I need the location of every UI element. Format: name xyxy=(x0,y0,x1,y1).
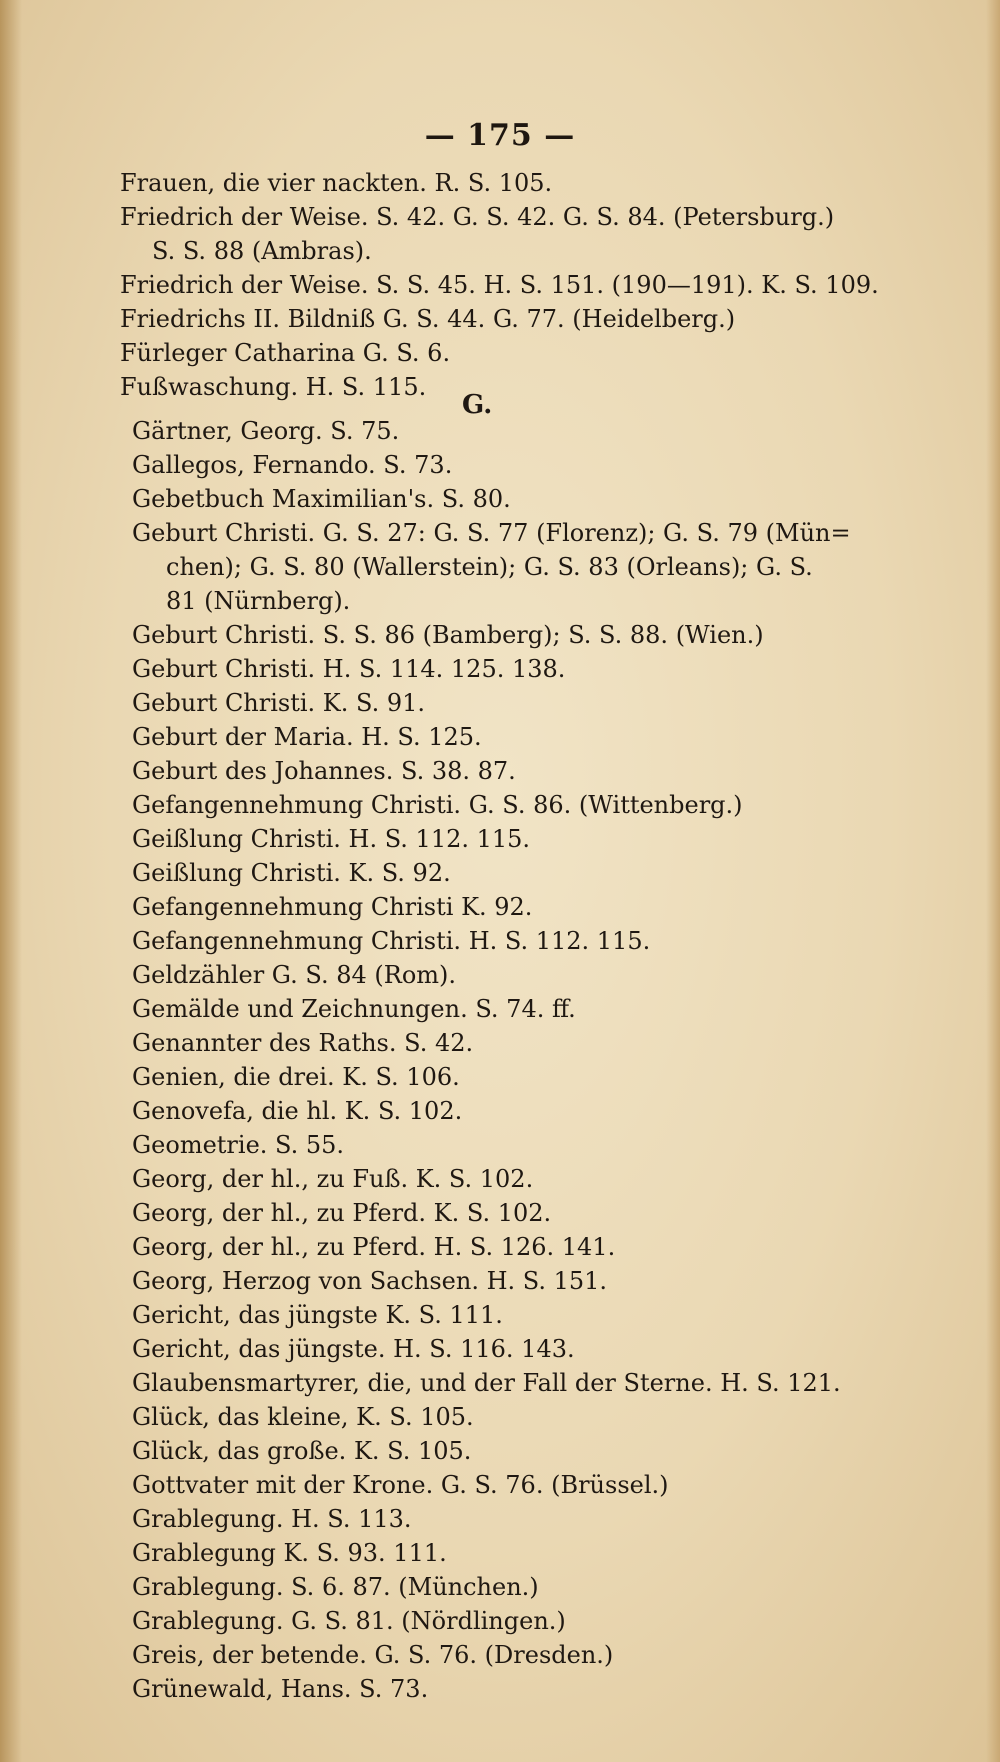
index-entry-continuation: S. S. 88 (Ambras). xyxy=(152,237,372,265)
index-entry: Fußwaschung. H. S. 115. xyxy=(120,373,427,401)
index-entry: Glück, das große. K. S. 105. xyxy=(132,1437,472,1465)
index-entry: Friedrich der Weise. S. S. 45. H. S. 151. (190—191). K. S. 109. xyxy=(120,271,879,299)
index-entry: Gallegos, Fernando. S. 73. xyxy=(132,451,453,479)
index-entry: Geometrie. S. 55. xyxy=(132,1131,345,1159)
index-entry: Frauen, die vier nackten. R. S. 105. xyxy=(120,169,553,197)
index-entry: Gottvater mit der Krone. G. S. 76. (Brüssel.) xyxy=(132,1471,669,1499)
page-edge-shadow-right xyxy=(986,0,1000,1762)
index-entry: Geburt Christi. H. S. 114. 125. 138. xyxy=(132,655,566,683)
index-entry: Geißlung Christi. K. S. 92. xyxy=(132,859,451,887)
index-entry: Grünewald, Hans. S. 73. xyxy=(132,1675,429,1703)
index-entry: Fürleger Catharina G. S. 6. xyxy=(120,339,451,367)
index-entry: Geburt Christi. S. S. 86 (Bamberg); S. S. 88. (Wien.) xyxy=(132,621,764,649)
index-entry: Gericht, das jüngste K. S. 111. xyxy=(132,1301,503,1329)
index-entry: Greis, der betende. G. S. 76. (Dresden.) xyxy=(132,1641,614,1669)
index-entry: Gebetbuch Maximilian's. S. 80. xyxy=(132,485,511,513)
index-entry: Georg, Herzog von Sachsen. H. S. 151. xyxy=(132,1267,608,1295)
index-entry: Geldzähler G. S. 84 (Rom). xyxy=(132,961,457,989)
index-entry: Grablegung K. S. 93. 111. xyxy=(132,1539,447,1567)
page-edge-shadow-left xyxy=(0,0,22,1762)
index-entry: Gefangennehmung Christi K. 92. xyxy=(132,893,533,921)
section-letter: G. xyxy=(462,390,493,420)
index-entry: Grablegung. H. S. 113. xyxy=(132,1505,412,1533)
index-entry: Gefangennehmung Christi. G. S. 86. (Wittenberg.) xyxy=(132,791,743,819)
page-number: — 175 — xyxy=(424,118,576,153)
index-entry: Georg, der hl., zu Fuß. K. S. 102. xyxy=(132,1165,534,1193)
index-entry: Geburt Christi. K. S. 91. xyxy=(132,689,426,717)
index-entry: Grablegung. G. S. 81. (Nördlingen.) xyxy=(132,1607,566,1635)
index-entry: Geburt des Johannes. S. 38. 87. xyxy=(132,757,516,785)
index-entry: Georg, der hl., zu Pferd. H. S. 126. 141. xyxy=(132,1233,616,1261)
index-entry: Georg, der hl., zu Pferd. K. S. 102. xyxy=(132,1199,552,1227)
index-entry: Friedrich der Weise. S. 42. G. S. 42. G. S. 84. (Petersburg.) xyxy=(120,203,835,231)
index-entry: Friedrichs II. Bildniß G. S. 44. G. 77. (Heidelberg.) xyxy=(120,305,736,333)
index-entry-continuation: chen); G. S. 80 (Wallerstein); G. S. 83 (Orleans); G. S. xyxy=(166,553,813,581)
index-entry: Glück, das kleine, K. S. 105. xyxy=(132,1403,474,1431)
index-entry-continuation: 81 (Nürnberg). xyxy=(166,587,351,615)
index-entry: Genien, die drei. K. S. 106. xyxy=(132,1063,460,1091)
index-entry: Gärtner, Georg. S. 75. xyxy=(132,417,400,445)
index-entry: Glaubensmartyrer, die, und der Fall der Sterne. H. S. 121. xyxy=(132,1369,841,1397)
index-entry: Geburt Christi. G. S. 27: G. S. 77 (Florenz); G. S. 79 (Mün= xyxy=(132,519,851,547)
index-entry: Gefangennehmung Christi. H. S. 112. 115. xyxy=(132,927,651,955)
index-entry: Genannter des Raths. S. 42. xyxy=(132,1029,474,1057)
index-entry: Geburt der Maria. H. S. 125. xyxy=(132,723,482,751)
index-entry: Gericht, das jüngste. H. S. 116. 143. xyxy=(132,1335,575,1363)
index-entry: Gemälde und Zeichnungen. S. 74. ff. xyxy=(132,995,576,1023)
index-entry: Grablegung. S. 6. 87. (München.) xyxy=(132,1573,539,1601)
index-entry: Genovefa, die hl. K. S. 102. xyxy=(132,1097,463,1125)
index-entry: Geißlung Christi. H. S. 112. 115. xyxy=(132,825,531,853)
